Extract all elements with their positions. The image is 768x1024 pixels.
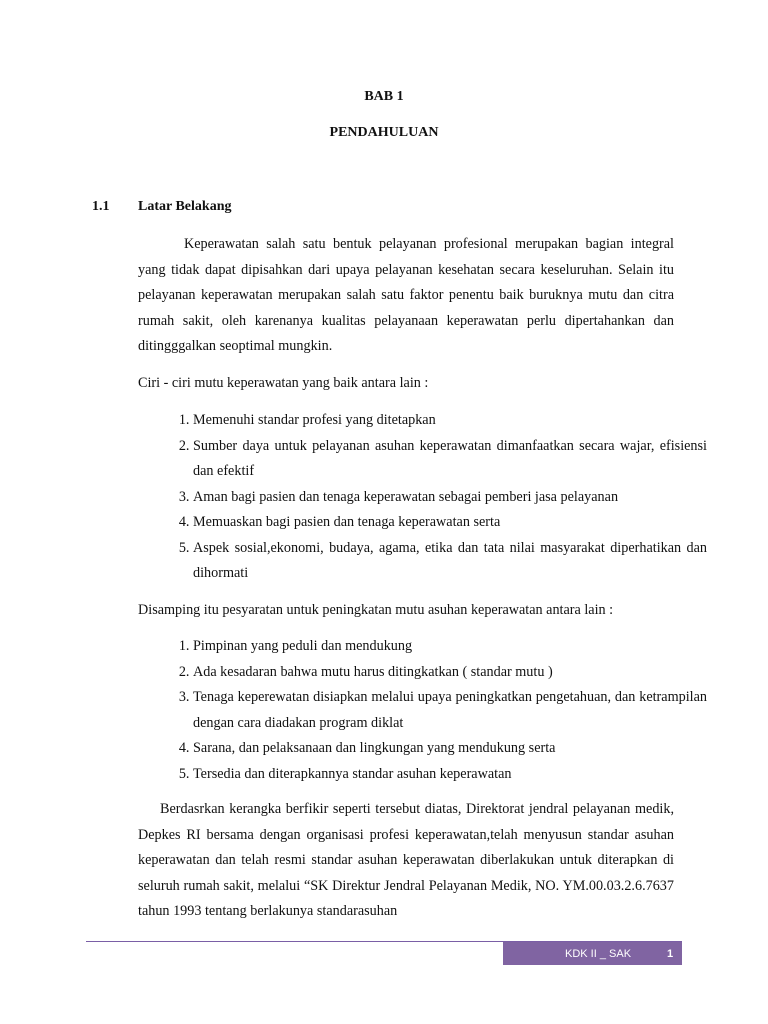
chapter-number: BAB 1	[364, 89, 404, 104]
list-item: 5. Aspek sosial,ekonomi, budaya, agama, etika dan tata nilai masyarakat diperhatikan dan dihormati	[193, 536, 707, 587]
intro-paragraph: Keperawatan salah satu bentuk pelayanan profesional merupakan bagian integral yang tidak dapat dipisahkan dari upaya pelayanan kesehatan secara keseluruhan. Selain itu pelayanan keperawatan merupakan salah satu faktor penentu baik buruknya mutu dan citra rumah sakit, oleh karenanya kualitas pelayanaan keperawatan perlu dipertahankan dan ditingggalkan seoptimal mungkin.	[138, 236, 674, 354]
closing-paragraph: Berdasrkan kerangka berfikir seperti tersebut diatas, Direktorat jendral pelayanan medik, Depkes RI bersama dengan organisasi profesi keperawatan,telah menyusun standar asuhan keperawatan dan telah resmi standar asuhan keperawatan diberlakukan untuk diterapkan di seluruh rumah sakit, melalui “SK Direktur Jendral Pelayanan Medik, NO. YM.00.03.2.6.7637 tahun 1993 tentang berlakunya standarasuhan	[138, 801, 674, 919]
list-item: 4. Sarana, dan pelaksanaan dan lingkungan yang mendukung serta	[193, 736, 707, 762]
list-item: 3. Tenaga keperewatan disiapkan melalui upaya peningkatkan pengetahuan, dan ketrampilan dengan cara diadakan program diklat	[193, 685, 707, 736]
quality-requirements-list	[160, 634, 707, 787]
list-item: 1. Memenuhi standar profesi yang ditetapkan	[193, 408, 707, 434]
list-item: 2. Ada kesadaran bahwa mutu harus ditingkatkan ( standar mutu )	[193, 660, 707, 686]
list-item: 5. Tersedia dan diterapkannya standar asuhan keperawatan	[193, 762, 707, 788]
list1-intro: Ciri - ciri mutu keperawatan yang baik antara lain :	[138, 375, 429, 391]
page-number: 1	[667, 947, 674, 960]
list-item: 3. Aman bagi pasien dan tenaga keperawatan sebagai pemberi jasa pelayanan	[193, 485, 707, 511]
section-number: 1.1	[92, 199, 110, 214]
list2-intro: Disamping itu pesyaratan untuk peningkatan mutu asuhan keperawatan antara lain :	[138, 602, 614, 618]
section-title: Latar Belakang	[138, 199, 232, 214]
list-item: 4. Memuaskan bagi pasien dan tenaga keperawatan serta	[193, 510, 707, 536]
list-item: 2. Sumber daya untuk pelayanan asuhan keperawatan dimanfaatkan secara wajar, efisiensi dan efektif	[193, 434, 707, 485]
footer-badge	[503, 942, 682, 965]
section-heading	[92, 199, 231, 215]
quality-characteristics-list	[160, 408, 707, 587]
list-item: 1. Pimpinan yang peduli dan mendukung	[193, 634, 707, 660]
footer-label: KDK II _ SAK	[565, 947, 632, 960]
chapter-title: PENDAHULUAN	[329, 125, 439, 140]
